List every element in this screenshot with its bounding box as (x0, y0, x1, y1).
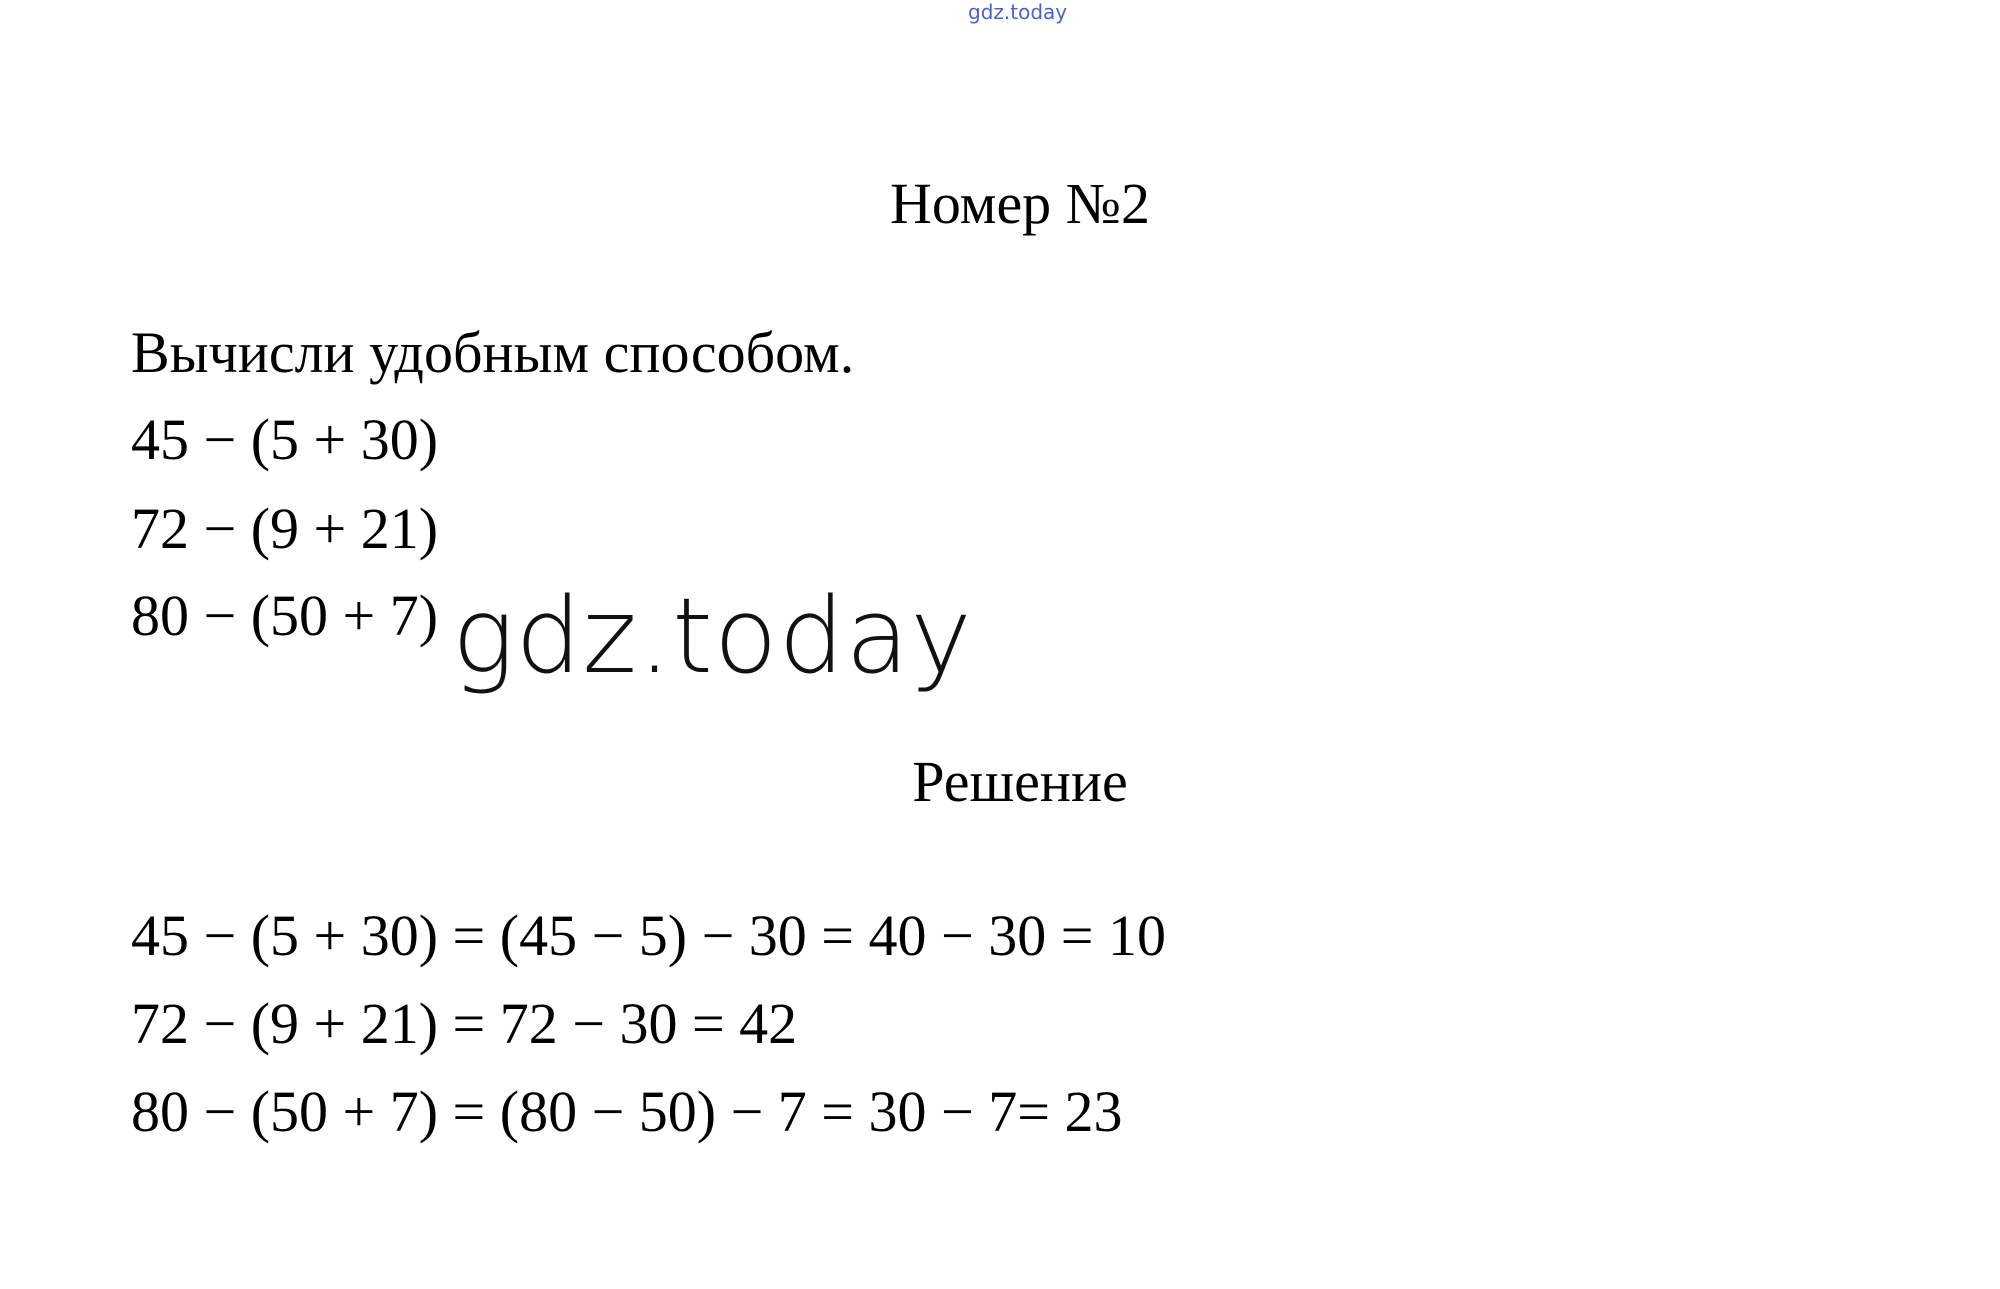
task-expression: 45 − (5 + 30) (131, 407, 439, 472)
task-expression: 72 − (9 + 21) (131, 496, 439, 561)
solution-line: 45 − (5 + 30) = (45 − 5) − 30 = 40 − 30 = 10 (131, 903, 1166, 968)
small-watermark: gdz.today (968, 0, 1068, 24)
solution-heading: Решение (912, 749, 1128, 814)
task-instruction: Вычисли удобным способом. (131, 320, 855, 385)
page-title: Номер №2 (889, 171, 1151, 236)
large-watermark: gdz.today (452, 575, 973, 697)
solution-line: 80 − (50 + 7) = (80 − 50) − 7 = 30 − 7= 23 (131, 1079, 1123, 1144)
solution-line: 72 − (9 + 21) = 72 − 30 = 42 (131, 991, 798, 1056)
task-expression: 80 − (50 + 7) (131, 583, 439, 648)
